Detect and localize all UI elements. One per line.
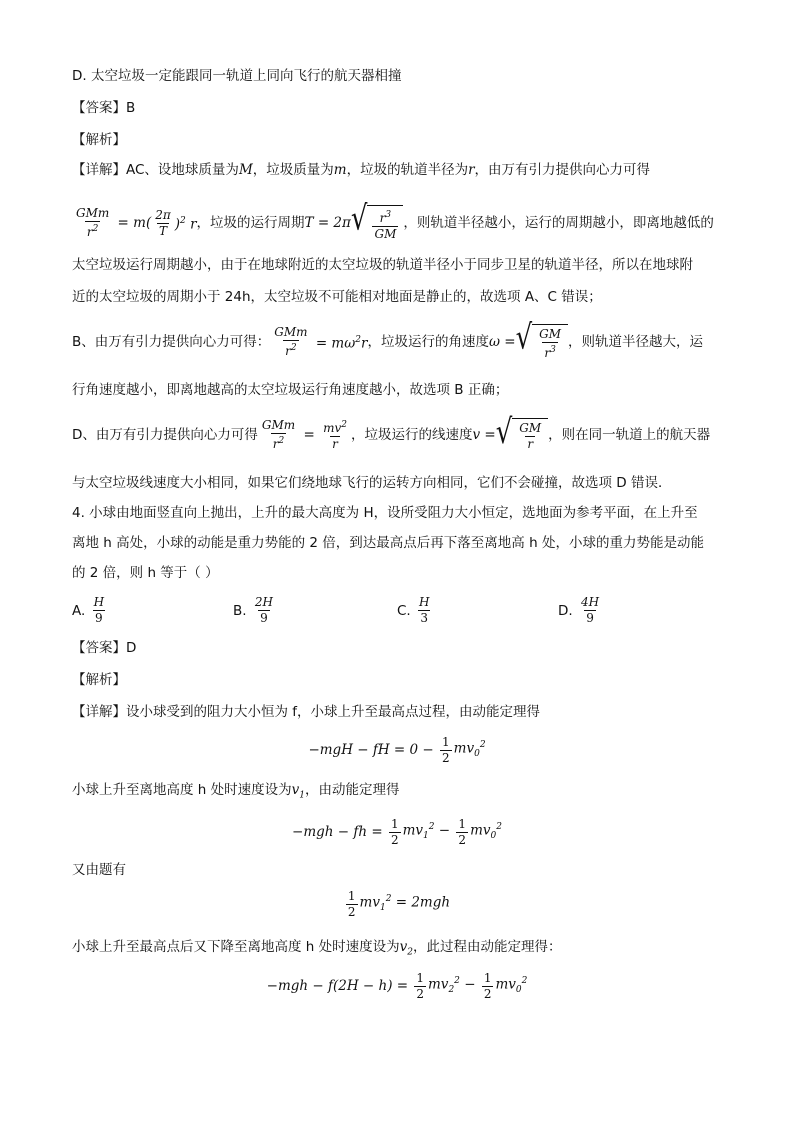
detail-b-line1: B、由万有引力提供向心力可得： $\frac{\text{GMm}}{r^2}$ = $m\omega^2r$ ，垃圾运行的角速度 ω = √ $\frac{GM}{r^3}$ ，则轨道半径越大，运: [72, 317, 704, 360]
equation-1: −mgH − fH = 0 − $\frac{1}{2}$ $mv_0^2$: [308, 734, 486, 765]
option-b: B. $\frac{2H}{9}$: [233, 595, 273, 625]
detail-ac-line4: 近的太空垃圾的周期小于 24h，太空垃圾不可能相对地面是静止的，故选项 A、C 错误；: [72, 289, 602, 305]
answer-q4: 【答案】D: [72, 640, 137, 656]
solution-line1: 【详解】设小球受到的阻力大小恒为 f，小球上升至最高点过程，由动能定理得: [72, 704, 541, 720]
detail-ac-line1: 【详解】AC、设地球质量为M，垃圾质量为m，垃圾的轨道半径为r，由万有引力提供向心力可得: [72, 162, 651, 178]
question-4-line3: 的 2 倍，则 h 等于（ ）: [72, 565, 219, 581]
equation-2: −mgh − fh = $\frac{1}{2}$ $mv_1^2$ − $\frac{1}{2}$ $mv_0^2$: [292, 816, 502, 847]
option-a: A. $\frac{H}{9}$: [72, 595, 105, 625]
question-4-line1: 4. 小球由地面竖直向上抛出，上升的最大高度为 H，设所受阻力大小恒定，选地面为参考平面，在上升至: [72, 505, 698, 521]
option-d-previous: D. 太空垃圾一定能跟同一轨道上同向飞行的航天器相撞: [72, 68, 402, 84]
detail-d-line1: D、由万有引力提供向心力可得 $\frac{\text{GMm}}{r^2}$ = $\frac{mv^2}{r}$ ，垃圾运行的线速度 v = √ $\frac{GM}{r}$ ，则在同一轨道上的航天器: [72, 412, 711, 452]
option-d: D. $\frac{4H}{9}$: [558, 595, 600, 625]
analysis-label-q3: 【解析】: [72, 132, 126, 148]
solution-line3: 又由题有: [72, 862, 126, 878]
equation-4: −mgh − f(2H − h) = $\frac{1}{2}$ $mv_2^2$ − $\frac{1}{2}$ $mv_0^2$: [266, 970, 528, 1001]
detail-ac-line2: $\frac{\text{GMm}}{r^2}$ = m( $\frac{2\pi}{T}$ )$^2$ r ，垃圾的运行周期 T = 2π √ $\frac{r^3}{GM}$ ，则轨道半径越小，运行的周期越小，即离地越低的: [76, 198, 714, 241]
equation-3: $\frac{1}{2}$ $mv_1^2 = 2mgh$: [347, 888, 451, 919]
detail-b-line2: 行角速度越小，即离地越高的太空垃圾运行角速度越小，故选项 B 正确；: [72, 382, 509, 398]
solution-line2: 小球上升至离地高度 h 处时速度设为$v_1$，由动能定理得: [72, 782, 400, 801]
detail-d-line2: 与太空垃圾线速度大小相同，如果它们绕地球飞行的运转方向相同，它们不会碰撞，故选项 D 错误．: [72, 475, 672, 491]
analysis-label-q4: 【解析】: [72, 672, 126, 688]
question-4-line2: 离地 h 高处，小球的动能是重力势能的 2 倍，到达最高点后再下落至离地高 h 处，小球的重力势能是动能: [72, 535, 704, 551]
option-c: C. $\frac{H}{3}$: [397, 595, 430, 625]
solution-line4: 小球上升至最高点后又下降至离地高度 h 处时速度设为$v_2$，此过程由动能定理得：: [72, 939, 562, 958]
detail-ac-line3: 太空垃圾运行周期越小，由于在地球附近的太空垃圾的轨道半径小于同步卫星的轨道半径，所以在地球附: [72, 257, 693, 273]
answer-q3: 【答案】B: [72, 100, 136, 116]
